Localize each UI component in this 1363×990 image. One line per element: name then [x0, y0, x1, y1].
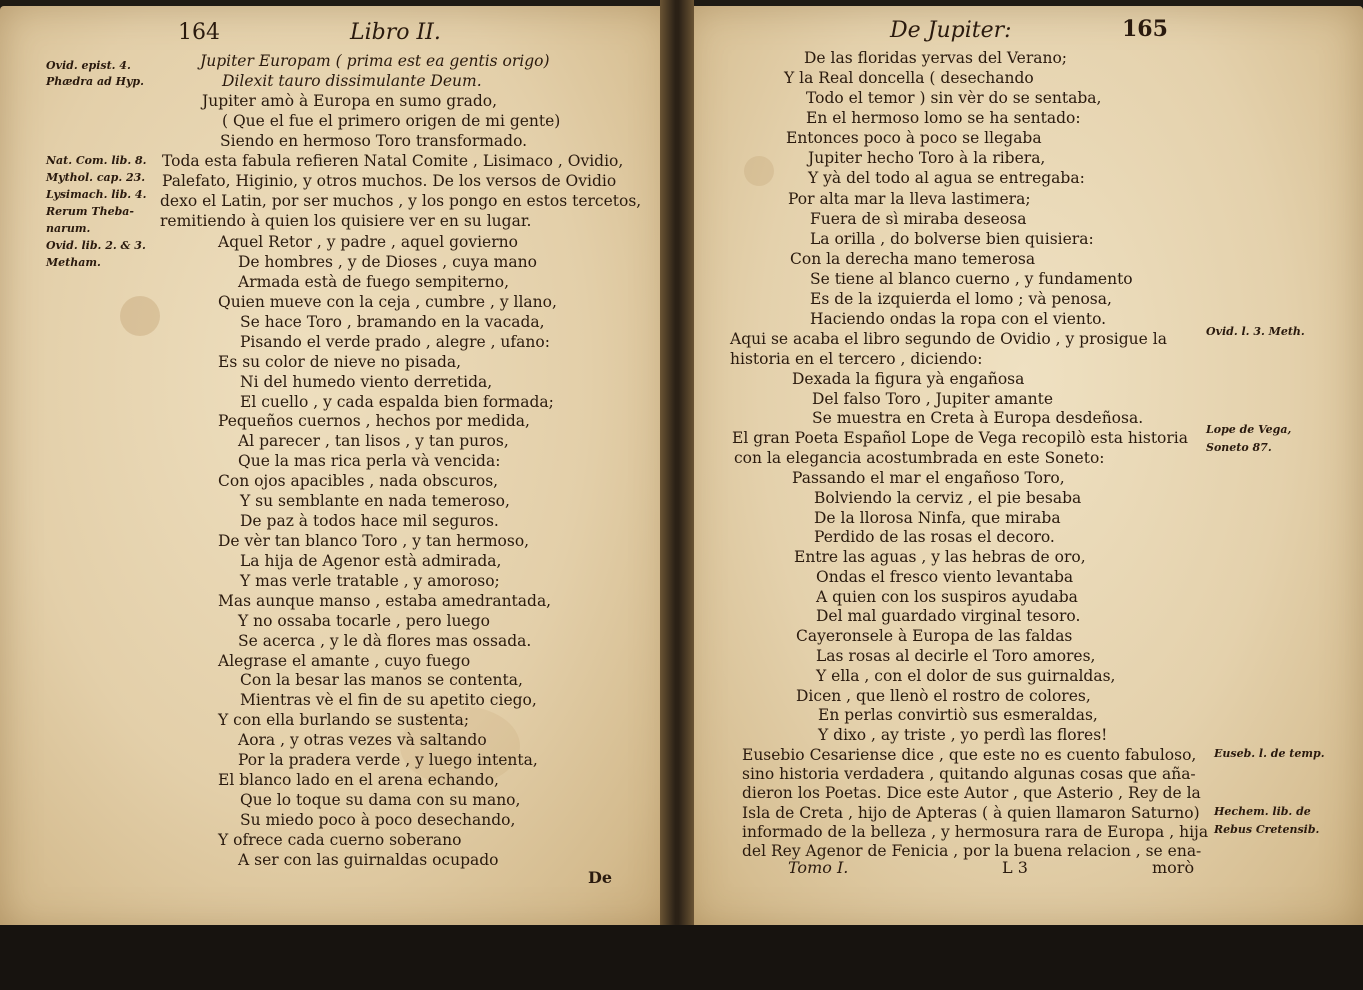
book-gutter	[660, 0, 694, 990]
text-line: Mas aunque manso , estaba amedrantada,	[218, 592, 552, 610]
running-head: Libro II.	[350, 20, 441, 45]
margin-note: Rebus Cretensib.	[1214, 823, 1320, 836]
margin-note: Phædra ad Hyp.	[46, 75, 144, 88]
text-line: Su miedo poco à poco desechando,	[240, 811, 516, 829]
text-line: Dilexit tauro dissimulante Deum.	[222, 72, 482, 90]
text-line: Haciendo ondas la ropa con el viento.	[810, 310, 1107, 328]
text-line: De vèr tan blanco Toro , y tan hermoso,	[218, 532, 530, 550]
text-line: Es de la izquierda el lomo ; và penosa,	[810, 290, 1112, 308]
margin-note: narum.	[46, 222, 91, 235]
text-line: Cayeronsele à Europa de las faldas	[796, 627, 1073, 645]
text-line: Se muestra en Creta à Europa desdeñosa.	[812, 409, 1144, 427]
margin-note: Ovid. epist. 4.	[46, 59, 131, 72]
text-line: Las rosas al decirle el Toro amores,	[816, 647, 1096, 665]
text-line: Quien mueve con la ceja , cumbre , y llano,	[218, 293, 557, 311]
text-line: remitiendo à quien los quisiere ver en su lugar.	[160, 212, 532, 230]
text-line: historia en el tercero , diciendo:	[730, 350, 983, 368]
margin-note: Nat. Com. lib. 8.	[46, 154, 147, 167]
text-line: A ser con las guirnaldas ocupado	[238, 851, 499, 869]
text-line: Al parecer , tan lisos , y tan puros,	[238, 432, 509, 450]
text-line: Que la mas rica perla và vencida:	[238, 452, 501, 470]
margin-note: Hechem. lib. de	[1214, 805, 1311, 818]
margin-note: Ovid. l. 3. Meth.	[1206, 325, 1305, 338]
text-line: Aquel Retor , y padre , aquel govierno	[218, 233, 518, 251]
text-line: De la llorosa Ninfa, que miraba	[814, 509, 1061, 527]
text-line: Dexada la figura yà engañosa	[792, 370, 1025, 388]
text-line: Con la besar las manos se contenta,	[240, 671, 523, 689]
text-line: De hombres , y de Dioses , cuya mano	[238, 253, 537, 271]
text-line: Jupiter Europam ( prima est ea gentis origo)	[200, 52, 550, 70]
text-line: Entonces poco à poco se llegaba	[786, 129, 1042, 147]
running-head: De Jupiter:	[890, 18, 1012, 43]
text-line: En el hermoso lomo se ha sentado:	[806, 109, 1081, 127]
text-line: Y mas verle tratable , y amoroso;	[240, 572, 500, 590]
text-line: Palefato, Higinio, y otros muchos. De los versos de Ovidio	[162, 172, 617, 190]
margin-note: Rerum Theba-	[46, 205, 134, 218]
text-line: Siendo en hermoso Toro transformado.	[220, 132, 528, 150]
text-line: Isla de Creta , hijo de Apteras ( à quien llamaron Saturno)	[742, 804, 1200, 822]
text-line: Se acerca , y le dà flores mas ossada.	[238, 632, 532, 650]
text-line: Con la derecha mano temerosa	[790, 250, 1036, 268]
text-line: El cuello , y cada espalda bien formada;	[240, 393, 554, 411]
margin-note: Lope de Vega,	[1206, 423, 1292, 436]
text-line: Y no ossaba tocarle , pero luego	[238, 612, 490, 630]
text-line: Perdido de las rosas el decoro.	[814, 528, 1055, 546]
text-line: A quien con los suspiros ayudaba	[816, 588, 1078, 606]
text-line: Ni del humedo viento derretida,	[240, 373, 493, 391]
text-line: Se tiene al blanco cuerno , y fundamento	[810, 270, 1133, 288]
text-line: informado de la belleza , y hermosura rara de Europa , hija	[742, 823, 1209, 841]
text-line: La hija de Agenor està admirada,	[240, 552, 502, 570]
right-page	[684, 6, 1363, 931]
text-line: sino historia verdadera , quitando algunas cosas que aña-	[742, 765, 1196, 783]
text-line: De las floridas yervas del Verano;	[804, 49, 1068, 67]
text-line: Armada està de fuego sempiterno,	[238, 273, 510, 291]
text-line: del Rey Agenor de Fenicia , por la buena relacion , se ena-	[742, 842, 1202, 860]
text-line: Y ofrece cada cuerno soberano	[218, 831, 462, 849]
text-line: Y dixo , ay triste , yo perdì las flores!	[818, 726, 1108, 744]
margin-note: Mythol. cap. 23.	[46, 171, 146, 184]
margin-note: Lysimach. lib. 4.	[46, 188, 147, 201]
text-line: El gran Poeta Español Lope de Vega recopilò esta historia	[732, 429, 1188, 447]
text-line: Passando el mar el engañoso Toro,	[792, 469, 1065, 487]
text-line: El blanco lado en el arena echando,	[218, 771, 499, 789]
text-line: Entre las aguas , y las hebras de oro,	[794, 548, 1086, 566]
text-line: Pequeños cuernos , hechos por medida,	[218, 412, 530, 430]
text-line: dexo el Latin, por ser muchos , y los pongo en estos tercetos,	[160, 192, 642, 210]
text-line: Y su semblante en nada temeroso,	[240, 492, 510, 510]
text-line: Del falso Toro , Jupiter amante	[812, 390, 1053, 408]
text-line: Jupiter amò à Europa en sumo grado,	[202, 92, 498, 110]
paper-stain	[744, 156, 774, 186]
paper-stain	[120, 296, 160, 336]
text-line: Del mal guardado virginal tesoro.	[816, 607, 1081, 625]
text-line: con la elegancia acostumbrada en este Soneto:	[734, 449, 1105, 467]
text-line: ( Que el fue el primero origen de mi gente)	[222, 112, 561, 130]
signature-mark: L 3	[1002, 858, 1028, 877]
text-line: Todo el temor ) sin vèr do se sentaba,	[806, 89, 1102, 107]
text-line: Y yà del todo al agua se entregaba:	[808, 169, 1085, 187]
text-line: Aora , y otras vezes và saltando	[238, 731, 487, 749]
text-line: Bolviendo la cerviz , el pie besaba	[814, 489, 1082, 507]
text-line: De paz à todos hace mil seguros.	[240, 512, 499, 530]
page-number: 164	[178, 20, 220, 45]
text-line: Toda esta fabula refieren Natal Comite , Lisimaco , Ovidio,	[162, 152, 624, 170]
text-line: Se hace Toro , bramando en la vacada,	[240, 313, 545, 331]
text-line: La orilla , do bolverse bien quisiera:	[810, 230, 1094, 248]
text-line: Y la Real doncella ( desechando	[784, 69, 1034, 87]
background-edge	[0, 925, 1363, 990]
text-line: Por alta mar la lleva lastimera;	[788, 190, 1031, 208]
left-page	[0, 6, 672, 931]
text-line: Que lo toque su dama con su mano,	[240, 791, 521, 809]
text-line: Jupiter hecho Toro à la ribera,	[808, 149, 1046, 167]
text-line: Pisando el verde prado , alegre , ufano:	[240, 333, 550, 351]
text-line: Ondas el fresco viento levantaba	[816, 568, 1074, 586]
text-line: Y con ella burlando se sustenta;	[218, 711, 470, 729]
catchword: morò	[1152, 858, 1195, 877]
text-line: Es su color de nieve no pisada,	[218, 353, 462, 371]
text-line: En perlas convirtiò sus esmeraldas,	[818, 706, 1098, 724]
text-line: Y ella , con el dolor de sus guirnaldas,	[816, 667, 1116, 685]
text-line: Dicen , que llenò el rostro de colores,	[796, 687, 1091, 705]
page-number: 165	[1122, 16, 1168, 42]
text-line: Por la pradera verde , y luego intenta,	[238, 751, 538, 769]
margin-note: Ovid. lib. 2. & 3.	[46, 239, 146, 252]
margin-note: Metham.	[46, 256, 101, 269]
catchword: De	[588, 868, 613, 887]
margin-note: Soneto 87.	[1206, 441, 1272, 454]
text-line: Alegrase el amante , cuyo fuego	[218, 652, 471, 670]
text-line: Mientras vè el fin de su apetito ciego,	[240, 691, 537, 709]
text-line: Eusebio Cesariense dice , que este no es cuento fabuloso,	[742, 746, 1197, 764]
text-line: dieron los Poetas. Dice este Autor , que Asterio , Rey de la	[742, 784, 1201, 802]
margin-note: Euseb. l. de temp.	[1214, 747, 1325, 760]
text-line: Con ojos apacibles , nada obscuros,	[218, 472, 499, 490]
volume-mark: Tomo I.	[788, 858, 849, 877]
text-line: Aqui se acaba el libro segundo de Ovidio , y prosigue la	[730, 330, 1167, 348]
text-line: Fuera de sì miraba deseosa	[810, 210, 1027, 228]
